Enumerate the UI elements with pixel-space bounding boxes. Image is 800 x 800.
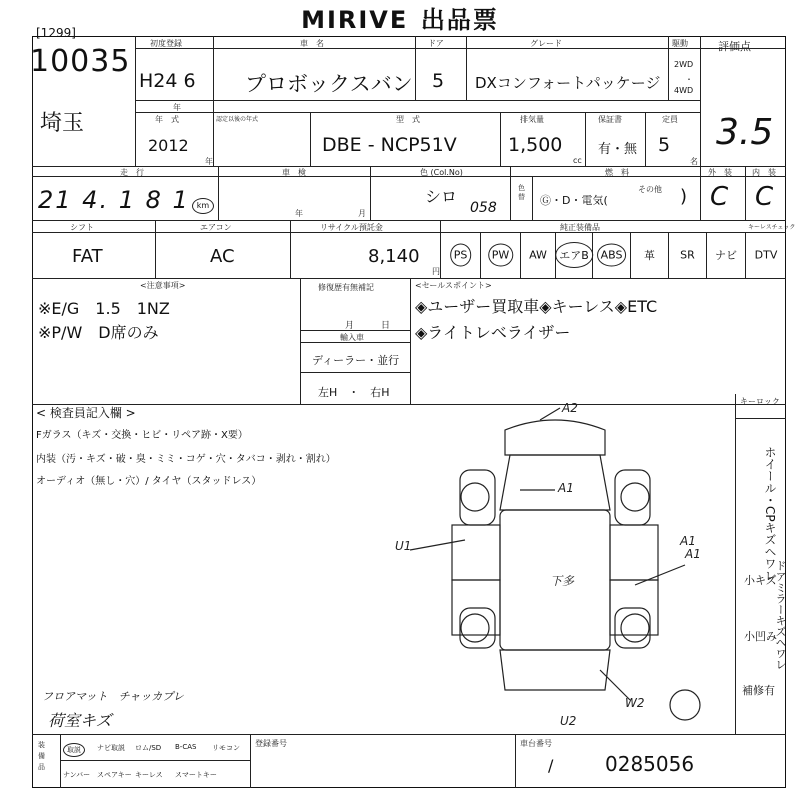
equipment-item: ABS [597, 244, 627, 267]
divider [60, 734, 61, 788]
brand-name: MIRIVE [301, 6, 409, 34]
bottom-equipment-item: スマートキー [175, 771, 217, 779]
import-option: 左H ・ 右H [318, 386, 390, 399]
equipment-item: SR [680, 248, 695, 262]
wheel-rear-right [621, 614, 649, 642]
reg-number-label: 登録番号 [255, 739, 287, 748]
divider [466, 36, 467, 100]
left-front-door [452, 525, 500, 580]
divider [218, 166, 219, 220]
equipment-cell [440, 232, 480, 278]
damage-mark: U2 [560, 714, 577, 728]
door-label: ドア [428, 39, 444, 48]
grade-value: DXコンフォートパッケージ [475, 74, 661, 92]
inspection-year: 年 [295, 209, 303, 218]
aircon-label: エアコン [200, 223, 232, 232]
drive-label: 駆動 [672, 39, 688, 48]
inspection-month: 月 [358, 209, 366, 218]
equipment-item: PW [488, 244, 514, 267]
lot-number: 10035 [30, 44, 131, 79]
divider [135, 36, 136, 166]
sheet-title-suffix: 出品票 [420, 6, 499, 34]
color-number: 058 [470, 200, 497, 216]
equipment-label: 純正装備品 [560, 223, 600, 232]
side-note: ホイール・CPキズヘワレ [763, 446, 777, 582]
wheel-front-right [621, 483, 649, 511]
spare-tire [670, 690, 700, 720]
recycle-label: リサイクル預託金 [320, 223, 383, 232]
drive-dot: ・ [685, 75, 693, 84]
right-front-door [610, 525, 658, 580]
spec-year-label: 認定以後の年式 [216, 116, 259, 123]
wheel-rear-left [461, 614, 489, 642]
equipment-item: PS [450, 244, 472, 267]
damage-mark: 下多 [550, 574, 575, 588]
divider [410, 278, 411, 404]
drive-2wd: 2WD [674, 60, 694, 69]
equipment-cell [592, 232, 630, 278]
divider [745, 166, 746, 220]
displacement-label: 排気量 [520, 115, 544, 124]
capacity-value: 5 [658, 134, 671, 156]
grade-label: グレード [530, 39, 562, 48]
equipment-cell [668, 232, 706, 278]
mark-leader [635, 565, 685, 585]
divider [735, 394, 736, 734]
chassis-number: 0285056 [605, 752, 695, 776]
capacity-label: 定員 [662, 115, 678, 124]
color-label: 色 (Col.No) [420, 168, 463, 177]
damage-mark: W2 [625, 696, 645, 710]
divider [60, 760, 250, 761]
inspector-line: オーディオ（無し・穴）/ タイヤ（スタッドレス） [36, 476, 262, 487]
sales-point: ◈ユーザー買取車◈キーレス◈ETC [415, 297, 658, 316]
repair-history-label: 修復歴有無補記 [318, 283, 374, 292]
divider [700, 166, 701, 220]
equipment-item: エアB [555, 242, 593, 268]
side-note: 小凹み [744, 630, 777, 643]
bottom-equipment-item: キーレス [135, 771, 163, 779]
import-car-label: 輸入車 [340, 333, 364, 342]
divider [300, 278, 301, 404]
sales-points-label: <セールスポイント> [415, 281, 492, 290]
inspector-heading: < 検査員記入欄 > [36, 406, 136, 420]
bottom-equipment-item: スペアキー [97, 771, 132, 779]
interior-value: C [755, 182, 774, 212]
divider [32, 278, 786, 279]
bottom-equipment-item: リモコン [212, 744, 240, 752]
exterior-value: C [710, 182, 729, 212]
damage-mark: U1 [395, 539, 412, 553]
divider [290, 220, 291, 278]
region: 埼玉 [40, 111, 85, 136]
cc-label: cc [573, 156, 582, 165]
divider [32, 176, 786, 177]
car-diagram [380, 400, 730, 740]
divider [415, 36, 416, 100]
equipment-item: AW [529, 248, 547, 262]
wheel-front-left [461, 483, 489, 511]
bottom-equipment-item: 取説 [63, 743, 85, 757]
mark-leader [540, 408, 560, 420]
damage-mark: A2 [562, 401, 578, 415]
color-change-label: 色替 [518, 184, 525, 201]
mark-leader [410, 540, 465, 550]
caution-line: ※E/G 1.5 1NZ [38, 299, 170, 318]
bottom-equipment-label: 装備品 [38, 741, 45, 771]
car-name-value: プロボックスバン [245, 72, 413, 96]
equipment-cell [480, 232, 520, 278]
chassis-label: 車台番号 [520, 739, 552, 748]
sheet-title [0, 0, 800, 35]
equipment-item: ナビ [715, 249, 737, 262]
first-reg-value: H24 6 [139, 70, 196, 92]
bottom-equipment-item: ナンバー [63, 771, 91, 779]
year-mark-2: 年 [205, 157, 213, 166]
drive-4wd: 4WD [674, 86, 694, 95]
equipment-cell [520, 232, 555, 278]
equipment-cell [555, 232, 592, 278]
chassis-prefix: / [548, 756, 554, 775]
equipment-item: 革 [644, 249, 655, 262]
color-value: シロ [425, 187, 458, 206]
side-note: ドアミラーキズヘワレ [774, 560, 787, 670]
divider [250, 734, 251, 788]
side-note: 補修有 [742, 684, 775, 697]
warranty-value: 有・無 [598, 142, 638, 157]
divider [700, 36, 701, 166]
warranty-label: 保証書 [598, 115, 622, 124]
fuel-other: その他 [638, 185, 662, 194]
model-year-label: 年 式 [155, 115, 179, 124]
divider [532, 176, 533, 220]
divider [645, 112, 646, 166]
key-lock-label: キーロック [740, 397, 780, 406]
handwritten-note: フロアマット チャッカプレ [42, 690, 184, 703]
equipment-cell [630, 232, 668, 278]
keyless-check-label: キーレスチェック [748, 224, 796, 231]
caution-line: ※P/W D席のみ [38, 323, 159, 342]
import-option: ディーラー・並行 [312, 354, 400, 367]
recycle-value: 8,140 [368, 246, 420, 267]
front-left-fender [460, 470, 495, 525]
year-mark: 年 [173, 103, 181, 112]
score-value: 3.5 [716, 112, 774, 153]
inspection-label: 車 検 [282, 168, 306, 177]
divider [500, 112, 501, 166]
divider [370, 166, 371, 220]
divider [213, 36, 214, 166]
type-value: DBE - NCP51V [322, 134, 457, 156]
type-label: 型 式 [396, 115, 420, 124]
door-value: 5 [432, 70, 445, 92]
divider [135, 100, 700, 101]
displacement-value: 1,500 [508, 134, 563, 156]
model-year-value: 2012 [148, 136, 189, 155]
car-name-label: 車 名 [300, 39, 324, 48]
persons-label: 名 [690, 157, 698, 166]
damage-mark: A1 [685, 547, 701, 561]
front-right-fender [615, 470, 650, 525]
divider [310, 112, 311, 166]
yen-label: 円 [432, 267, 440, 276]
caution-label: <注意事項> [140, 281, 186, 290]
divider [585, 112, 586, 166]
mileage-label: 走 行 [120, 168, 144, 177]
shift-label: シフト [70, 223, 94, 232]
fuel-label: 燃 料 [605, 168, 629, 177]
car-hood [500, 455, 610, 510]
divider [32, 734, 786, 735]
km-circle: km [192, 198, 214, 214]
divider [32, 166, 786, 167]
car-front-bumper [505, 420, 605, 455]
divider [735, 418, 786, 419]
divider [510, 166, 511, 220]
score-label: 評価点 [718, 40, 751, 53]
bottom-equipment-item: ロム/SD [135, 744, 162, 752]
car-rear-gate [500, 650, 610, 690]
equipment-item: DTV [754, 248, 778, 262]
exterior-label: 外 装 [708, 168, 732, 177]
divider [300, 372, 410, 373]
divider [32, 220, 786, 221]
sales-point: ◈ライトレベライザー [415, 323, 571, 342]
damage-mark: A1 [558, 481, 574, 495]
mileage-value: 21 4. 1 8 1 [38, 186, 190, 214]
interior-label: 内 装 [752, 168, 776, 177]
side-note: 小キズ [744, 574, 777, 587]
first-reg-label: 初度登録 [150, 39, 182, 48]
shift-value: FAT [72, 246, 103, 267]
bottom-equipment-item: B-CAS [175, 743, 197, 751]
lot-bracket: [1299] [36, 26, 76, 40]
bottom-equipment-item: ナビ取説 [97, 744, 125, 752]
inspector-line: Fガラス（キズ・交換・ヒビ・リペア跡・X要） [36, 430, 248, 441]
equipment-cell [745, 232, 786, 278]
equipment-cell [706, 232, 745, 278]
handwritten-note: 荷室キズ [48, 711, 112, 730]
divider [515, 734, 516, 788]
divider [135, 112, 700, 113]
aircon-value: AC [210, 246, 235, 267]
divider [155, 220, 156, 278]
inspector-line: 内装（汚・キズ・破・臭・ミミ・コゲ・穴・タバコ・剥れ・割れ） [36, 454, 336, 465]
fuel-options: Ⓖ・D・電気( [540, 194, 608, 207]
divider [668, 36, 669, 100]
fuel-close: ) [680, 186, 688, 207]
damage-mark: A1 [680, 534, 696, 548]
repair-month-day: 月 日 [345, 321, 391, 331]
